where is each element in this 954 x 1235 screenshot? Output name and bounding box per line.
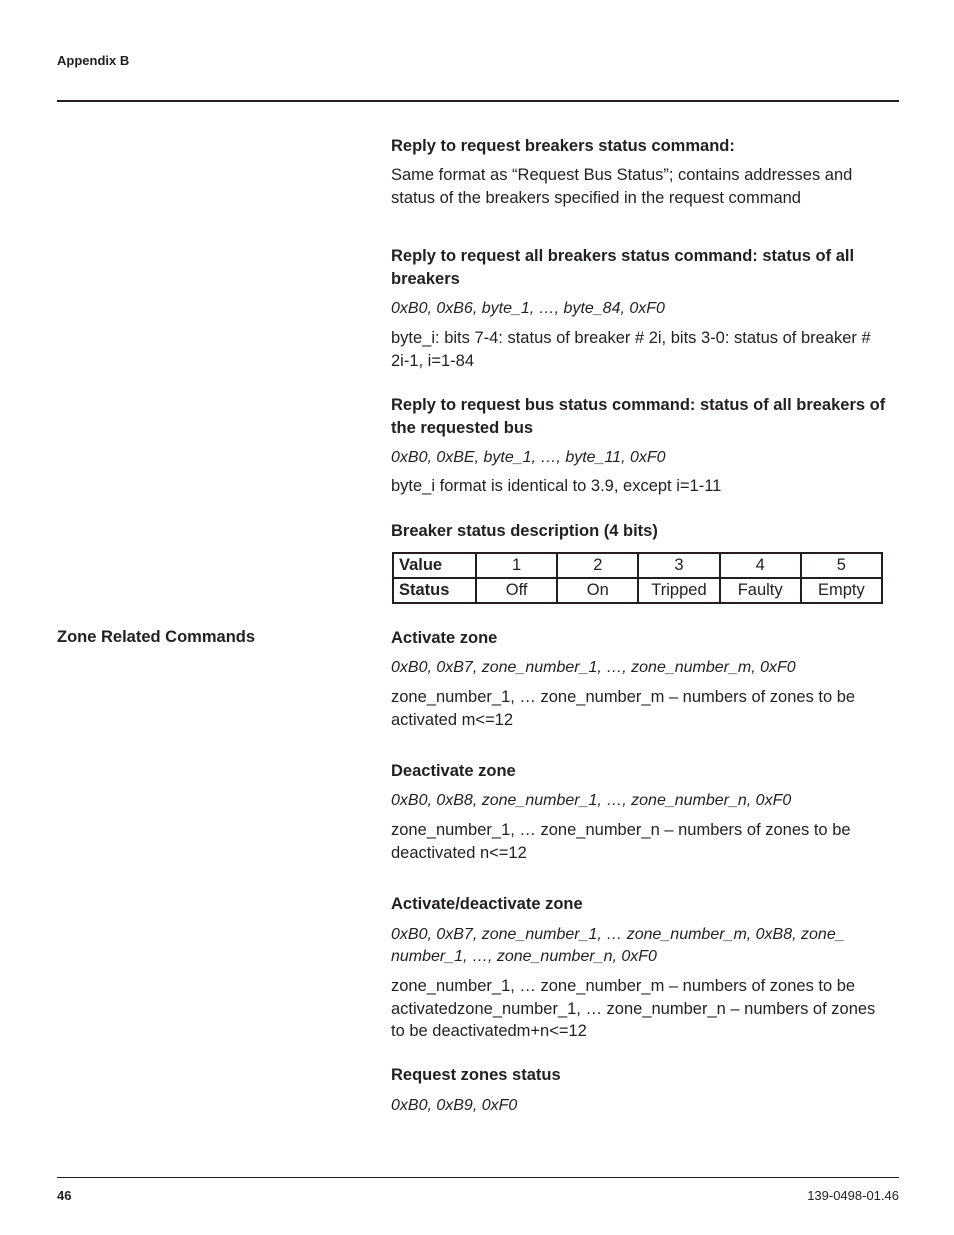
status-row-label: Status <box>393 578 476 603</box>
value-row <box>393 553 882 578</box>
activate-zone-text: zone_number_1, … zone_number_m – numbers of zones to be activated m<=12 <box>391 688 856 729</box>
request-zones-status-title: Request zones status <box>391 1066 561 1084</box>
zone-related-commands-heading: Zone Related Commands <box>57 628 256 646</box>
bus-status-code: 0xB0, 0xBE, byte_1, …, byte_11, 0xF0 <box>391 449 666 466</box>
value-cell: 1 <box>476 553 557 578</box>
footer-rule <box>57 1177 899 1178</box>
bus-status-title: Reply to request bus status command: status of all breakers of the requested bus <box>391 396 886 437</box>
status-cell: Off <box>476 578 557 603</box>
all-breakers-text: byte_i: bits 7-4: status of breaker # 2i, bits 3-0: status of breaker # 2i-1, i=1-84 <box>391 329 871 370</box>
status-cell: Faulty <box>720 578 801 603</box>
deactivate-zone-code: 0xB0, 0xB8, zone_number_1, …, zone_number_n, 0xF0 <box>391 792 792 809</box>
activate-deactivate-zone-text: zone_number_1, … zone_number_m – numbers of zones to be activatedzone_number_1, … zone_number_n – numbers of zones to be deactivatedm+n<=12 <box>391 977 876 1040</box>
status-cell: Empty <box>801 578 882 603</box>
activate-deactivate-zone-title: Activate/deactivate zone <box>391 895 583 913</box>
breaker-status-table <box>392 552 883 604</box>
breakers-status-title: Reply to request breakers status command: <box>391 137 735 155</box>
breakers-status-text: Same format as “Request Bus Status”; contains addresses and status of the breakers specified in the request command <box>391 166 853 207</box>
status-cell: Tripped <box>638 578 719 603</box>
breaker-status-description-title: Breaker status description (4 bits) <box>391 522 658 540</box>
status-cell: On <box>557 578 638 603</box>
document-number: 139-0498-01.46 <box>807 1188 899 1203</box>
activate-zone-title: Activate zone <box>391 629 498 647</box>
value-row-label: Value <box>393 553 476 578</box>
value-cell: 3 <box>638 553 719 578</box>
value-cell: 2 <box>557 553 638 578</box>
all-breakers-code: 0xB0, 0xB6, byte_1, …, byte_84, 0xF0 <box>391 300 665 317</box>
deactivate-zone-title: Deactivate zone <box>391 762 516 780</box>
value-cell: 5 <box>801 553 882 578</box>
status-row <box>393 578 882 603</box>
running-header: Appendix B <box>57 53 130 68</box>
all-breakers-title: Reply to request all breakers status command: status of all breakers <box>391 247 855 288</box>
request-zones-status-code: 0xB0, 0xB9, 0xF0 <box>391 1097 518 1114</box>
deactivate-zone-text: zone_number_1, … zone_number_n – numbers of zones to be deactivated n<=12 <box>391 821 851 862</box>
page-number: 46 <box>57 1188 72 1203</box>
activate-deactivate-zone-code: 0xB0, 0xB7, zone_number_1, … zone_number_m, 0xB8, zone_ number_1, …, zone_number_n, 0xF0 <box>391 926 845 965</box>
bus-status-text: byte_i format is identical to 3.9, except i=1-11 <box>391 477 722 495</box>
activate-zone-code: 0xB0, 0xB7, zone_number_1, …, zone_number_m, 0xF0 <box>391 659 796 676</box>
value-cell: 4 <box>720 553 801 578</box>
header-rule <box>57 100 899 102</box>
